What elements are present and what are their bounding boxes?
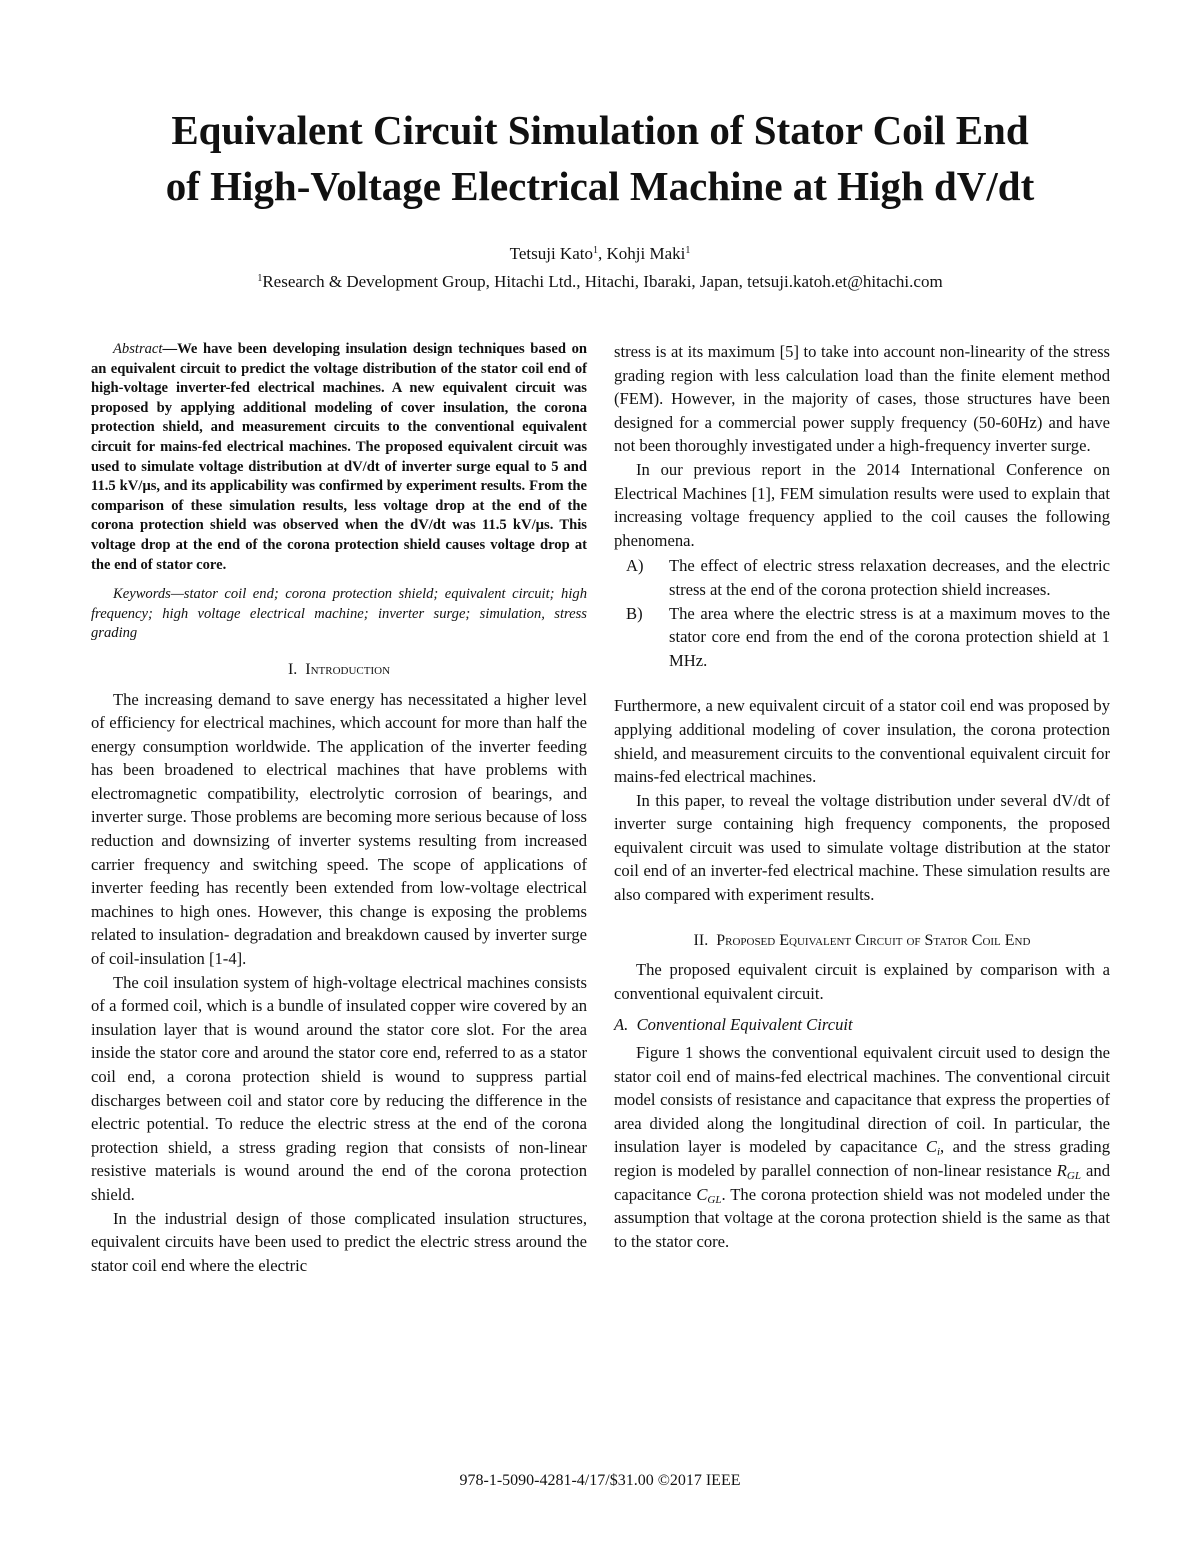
section-title: Proposed Equivalent Circuit of Stator Coil End bbox=[716, 931, 1031, 949]
body-paragraph bbox=[614, 1041, 1110, 1253]
symbol-base: C bbox=[696, 1184, 708, 1204]
affiliation-marker: 1 bbox=[685, 245, 691, 256]
symbol-subscript: GL bbox=[1066, 1170, 1081, 1182]
list-item-label: B) bbox=[626, 603, 643, 623]
body-paragraph: In our previous report in the 2014 International Conference on Electrical Machines [1], FEM simulation results were used to explain that increasing voltage frequency applied to the coil causes the following phenomena. bbox=[614, 459, 1110, 550]
math-symbol bbox=[925, 1137, 940, 1159]
abstract-text: —We have been developing insulation design techniques based on an equivalent circuit to predict the voltage distribution of the stator coil end of high-voltage inverter-fed electrical machines. A new equivalent circuit was proposed by applying additional modeling of cover insulation, the corona protection shield, and measurement circuits to the conventional equivalent circuit for mains-fed electrical machines. The proposed equivalent circuit was used to simulate voltage distribution at dV/dt of inverter surge equal to 5 and 11.5 kV/µs, and its applicability was confirmed by experiment results. From the comparison of these simulation results, less voltage drop at the end of the corona protection shield was observed when the dV/dt was 11.5 kV/µs. This voltage drop at the end of the corona protection shield causes voltage drop at the end of stator core. bbox=[91, 341, 587, 573]
author-name: Kohji Maki bbox=[606, 244, 686, 263]
body-paragraph: The increasing demand to save energy has necessitated a higher level of efficiency for electrical machines, which account for more than half the energy consumption worldwide. The application of the inverter feeding has been broadened to electrical machines that have problems with electromagnetic compatibility, electrolytic corrosion of bearings, and inverter surge. Those problems are becoming more serious because of loss reduction and downsizing of inverter systems resulting from increased carrier frequency and switching speed. The scope of applications of inverter feeding has recently been extended from low-voltage electrical machines to high ones. However, this change is exposing the problems related to insulation- degradation and breakdown caused by inverter surge of coil-insulation [1-4]. bbox=[91, 689, 587, 969]
author-separator: , bbox=[597, 244, 607, 263]
body-paragraph: The proposed equivalent circuit is explained by comparison with a conventional equivalent circuit. bbox=[614, 960, 1110, 1003]
body-paragraph: The coil insulation system of high-voltage electrical machines consists of a formed coil, which is a bundle of insulated copper wire covered by an insulation layer that is wound around the stator core slot. For the area inside the stator core and around the stator core end, referred to as a stator coil end, a corona protection shield is wound to suppress partial discharges between coil and stator core by reducing the difference in the electric potential. To reduce the electric stress at the end of the corona protection shield, a stress grading region that consists of non-linear resistive materials is wound around the end of the corona protection shield. bbox=[91, 972, 587, 1204]
affiliation-marker: 1 bbox=[592, 245, 598, 256]
author-list bbox=[0, 244, 1200, 264]
math-symbol bbox=[696, 1185, 721, 1204]
section-number: II. bbox=[693, 931, 709, 949]
affiliation bbox=[0, 272, 1200, 292]
left-column bbox=[91, 340, 587, 1277]
phenomena-list bbox=[614, 554, 1110, 672]
text-run: and capacitance bbox=[614, 1161, 1110, 1204]
symbol-base: C bbox=[925, 1137, 937, 1157]
paper-title bbox=[60, 102, 1140, 214]
body-paragraph: In the industrial design of those complicated insulation structures, equivalent circuits have been used to predict the electric stress around the stator coil end where the electric bbox=[91, 1208, 587, 1275]
body-paragraph: stress is at its maximum [5] to take into account non-linearity of the stress grading region with less calculation load than the finite element method (FEM). However, in the majority of cases, those structures have been designed for a commercial power supply frequency (50-60Hz) and have not been thoroughly investigated under a high-frequency inverter surge. bbox=[614, 342, 1110, 456]
section-heading bbox=[614, 929, 1110, 953]
affiliation-marker: 1 bbox=[257, 273, 263, 284]
body-paragraph: In this paper, to reveal the voltage distribution under several dV/dt of inverter surge containing high frequency components, the proposed equivalent circuit was used to simulate voltage distribution at the stator coil end of an inverter-fed electrical machine. These simulation results are also compared with experiment results. bbox=[614, 790, 1110, 905]
title-line-1: Equivalent Circuit Simulation of Stator Coil End bbox=[171, 107, 1029, 153]
section-heading bbox=[91, 658, 587, 682]
section-number: I. bbox=[287, 660, 298, 678]
list-item-text: The effect of electric stress relaxation decreases, and the electric stress at the end of the corona protection shield increases. bbox=[669, 556, 1110, 599]
text-run: Figure 1 shows the conventional equivalent circuit used to design the stator coil end of mains-fed electrical machines. The conventional circuit model consists of resistance and capacitance that express the properties of area divided along the longitudinal direction of coil. In particular, the insulation layer is modeled by capacitance bbox=[614, 1043, 1110, 1157]
abstract-label: Abstract bbox=[113, 341, 163, 357]
subsection-number: A. bbox=[614, 1015, 629, 1035]
body-paragraph: Furthermore, a new equivalent circuit of a stator coil end was proposed by applying additional modeling of cover insulation, the corona protection shield, and measurement circuits to the conventional equivalent circuit for mains-fed electrical machines. bbox=[614, 696, 1110, 787]
author-name: Tetsuji Kato bbox=[509, 244, 593, 263]
text-run: , and the stress grading region is modeled by parallel connection of non-linear resistance bbox=[614, 1137, 1110, 1180]
symbol-subscript: GL bbox=[707, 1193, 722, 1206]
list-item bbox=[614, 602, 1110, 673]
title-line-2: of High-Voltage Electrical Machine at High dV/dt bbox=[165, 163, 1035, 209]
symbol-subscript: i bbox=[936, 1146, 940, 1159]
abstract bbox=[91, 340, 587, 575]
text-run: . The corona protection shield was not modeled under the assumption that voltage at the corona protection shield is the same as that to the stator core. bbox=[614, 1184, 1110, 1251]
keywords: Keywords—stator coil end; corona protection shield; equivalent circuit; high frequency; high voltage electrical machine; inverter surge; simulation, stress grading bbox=[91, 586, 587, 642]
subsection-title: Conventional Equivalent Circuit bbox=[636, 1015, 853, 1035]
right-column bbox=[614, 340, 1110, 1253]
math-symbol bbox=[1057, 1161, 1081, 1180]
list-item bbox=[614, 554, 1110, 601]
list-item-text: The area where the electric stress is at a maximum moves to the stator core end from the end of the corona protection shield at 1 MHz. bbox=[669, 603, 1110, 670]
symbol-base: R bbox=[1056, 1161, 1067, 1180]
subsection-heading bbox=[614, 1013, 1110, 1037]
section-title: Introduction bbox=[305, 660, 391, 678]
copyright-footer: 978-1-5090-4281-4/17/$31.00 ©2017 IEEE bbox=[459, 1472, 741, 1489]
list-item-label: A) bbox=[626, 556, 644, 576]
affiliation-text: Research & Development Group, Hitachi Ltd., Hitachi, Ibaraki, Japan, tetsuji.katoh.et@hitachi.com bbox=[262, 272, 943, 291]
